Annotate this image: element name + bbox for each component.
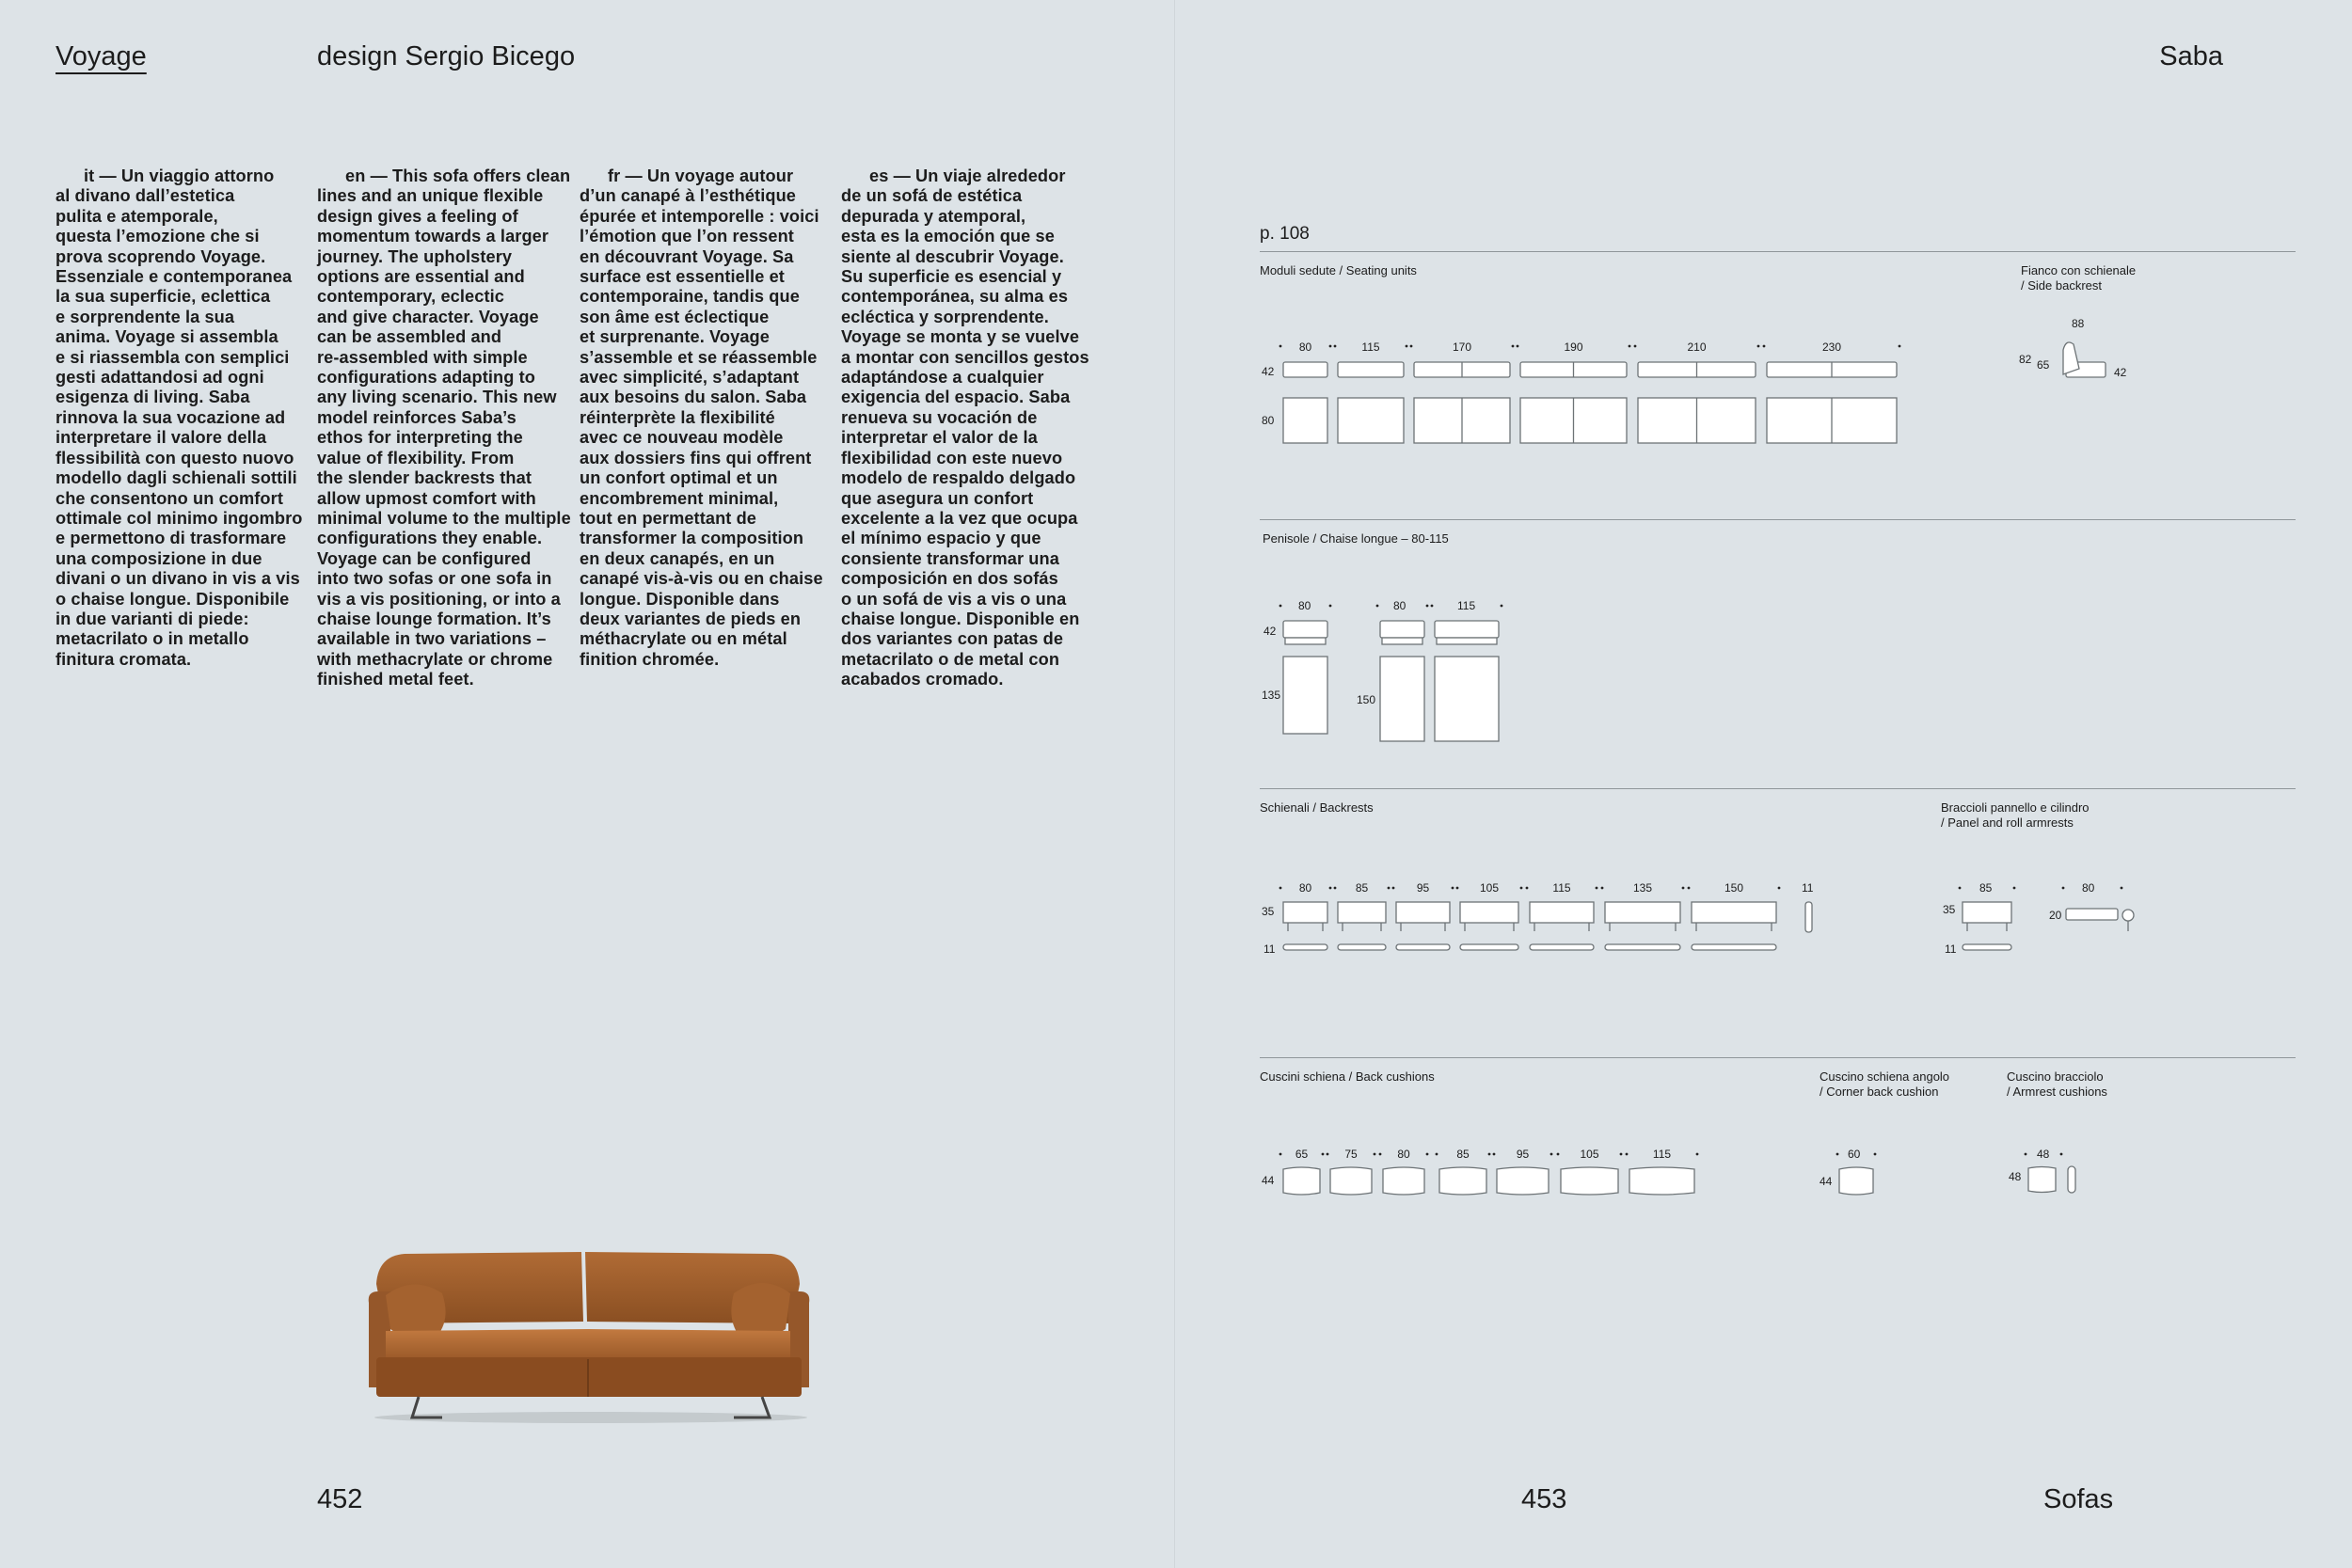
back-cushions-label: Cuscini schiena / Back cushions xyxy=(1260,1069,1435,1084)
seat-elevation xyxy=(1338,362,1404,377)
cushion-width-dim: 80 xyxy=(1397,1148,1410,1161)
seat-width-dim: 80 xyxy=(1298,341,1312,354)
chaise-elevation-115 xyxy=(1435,621,1499,638)
backrest-width-dim: 95 xyxy=(1416,881,1430,895)
side-h2-dim: 65 xyxy=(2037,358,2050,372)
dim-tick xyxy=(1279,605,1282,608)
seating-units-label: Moduli sedute / Seating units xyxy=(1260,263,1417,277)
dim-tick xyxy=(1757,345,1760,348)
armrest-cushion xyxy=(2028,1167,2056,1193)
armrest-cushion-label: Cuscino bracciolo / Armrest cushions xyxy=(2007,1069,2107,1099)
back-cushion xyxy=(1439,1167,1486,1195)
seat-width-dim: 190 xyxy=(1564,341,1583,354)
collection-name: Saba xyxy=(2159,41,2223,71)
dim-tick xyxy=(2121,887,2123,890)
dim-tick xyxy=(1329,345,1332,348)
chaise-width-a: 80 xyxy=(1298,599,1311,612)
dim-tick xyxy=(1526,887,1529,890)
cushion-width-dim: 85 xyxy=(1456,1148,1470,1161)
dim-tick xyxy=(1520,887,1523,890)
dim-tick xyxy=(1410,345,1413,348)
dim-tick xyxy=(1388,887,1391,890)
backrest-width-dim: 80 xyxy=(1298,881,1312,895)
backrest-height-dim: 35 xyxy=(1262,905,1275,918)
dim-tick xyxy=(1557,1153,1560,1156)
backrest-side-profile xyxy=(1805,902,1812,932)
dim-tick xyxy=(1688,887,1691,890)
corner-cushion-label: Cuscino schiena angolo / Corner back cushion xyxy=(1820,1069,1950,1099)
dim-tick xyxy=(1426,1153,1429,1156)
cushion-width-dim: 105 xyxy=(1580,1148,1599,1161)
armrest-panel-t: 11 xyxy=(1945,942,1957,956)
backrest-elevation xyxy=(1283,902,1327,923)
dim-tick xyxy=(1501,605,1503,608)
backrest-elevation xyxy=(1530,902,1594,923)
seat-width-dim: 170 xyxy=(1452,341,1472,354)
dim-tick xyxy=(1493,1153,1496,1156)
side-backrest-profile xyxy=(2063,342,2079,374)
backrest-elevation xyxy=(1460,902,1518,923)
dim-tick xyxy=(1836,1153,1839,1156)
corner-cushion xyxy=(1839,1167,1873,1195)
backrest-width-dim: 150 xyxy=(1724,881,1744,895)
back-cushion xyxy=(1629,1167,1694,1195)
side-h1-dim: 82 xyxy=(2019,353,2032,366)
page-number-left: 452 xyxy=(317,1484,363,1514)
armrest-roll-h: 20 xyxy=(2049,909,2062,922)
panel-armrest-plan xyxy=(1963,944,2011,950)
designer-credit: design Sergio Bicego xyxy=(317,41,576,71)
backrest-plan xyxy=(1605,944,1680,950)
dim-tick xyxy=(1456,887,1459,890)
cushion-width-dim: 115 xyxy=(1652,1148,1672,1161)
dim-tick xyxy=(2025,1153,2027,1156)
seat-elevation xyxy=(1283,362,1327,377)
cushion-width-dim: 95 xyxy=(1516,1148,1530,1161)
cushion-width-dim: 65 xyxy=(1295,1148,1309,1161)
backrest-plan xyxy=(1460,944,1518,950)
seating-depth-dim: 80 xyxy=(1262,414,1275,427)
page-reference: p. 108 xyxy=(1260,224,1310,244)
seat-plan xyxy=(1338,398,1404,443)
dim-tick xyxy=(1601,887,1604,890)
dim-tick xyxy=(1874,1153,1877,1156)
dim-tick xyxy=(1279,887,1282,890)
backrest-plan xyxy=(1396,944,1450,950)
dim-tick xyxy=(1620,1153,1623,1156)
dim-tick xyxy=(1517,345,1519,348)
backrest-side-dim: 11 xyxy=(1802,881,1814,895)
dim-tick xyxy=(1596,887,1598,890)
dim-tick xyxy=(1959,887,1962,890)
dim-tick xyxy=(1512,345,1515,348)
dim-tick xyxy=(1374,1153,1376,1156)
backrest-plan xyxy=(1692,944,1776,950)
dim-tick xyxy=(1682,887,1685,890)
side-backrest-label: Fianco con schienale / Side backrest xyxy=(2021,263,2137,293)
backrest-thickness-dim: 11 xyxy=(1263,942,1276,956)
back-cushion xyxy=(1497,1167,1549,1195)
backrest-elevation xyxy=(1396,902,1450,923)
dim-tick xyxy=(1696,1153,1699,1156)
backrest-elevation xyxy=(1692,902,1776,923)
cushion-width-dim: 75 xyxy=(1344,1148,1358,1161)
backrest-width-dim: 115 xyxy=(1552,881,1571,895)
seat-plan xyxy=(1283,398,1327,443)
dim-tick xyxy=(1279,1153,1282,1156)
side-width-dim: 88 xyxy=(2072,317,2085,330)
side-h3-dim: 42 xyxy=(2114,366,2127,379)
chaise-width-c: 115 xyxy=(1457,599,1476,612)
arm-cushion-h: 48 xyxy=(2009,1170,2022,1183)
text-column-it: it — Un viaggio attorno al divano dall’estetica pulita e atemporale, questa l’emozione che si prova scoprendo Voyage. Essenziale e contemporanea la sua superficie, eclettica e sorprendente la sua anima. Voyage si assembla e si riassembla con semplici gesti adattandosi ad ogni esigenza di living. Saba rinnova la sua vocazione ad interpretare il valore della flessibilità con questo nuovo modello dagli schienali sottili che consentono un comfort ottimale col minimo ingombro e permettono di trasformare una composizione in due divani o un divano in vis a vis o chaise longue. Disponibile in due varianti di piede: metacrilato o in metallo finitura cromata. xyxy=(56,166,303,669)
armrest-roll-w: 80 xyxy=(2082,881,2095,895)
dim-tick xyxy=(1626,1153,1629,1156)
dim-tick xyxy=(1488,1153,1491,1156)
back-cushion xyxy=(1383,1167,1424,1195)
dim-tick xyxy=(1392,887,1395,890)
chaise-plan-115 xyxy=(1435,657,1499,741)
chaise-elevation-base xyxy=(1382,638,1422,644)
dim-tick xyxy=(2013,887,2016,890)
chaise-elevation-base xyxy=(1437,638,1497,644)
panel-armrest xyxy=(1963,902,2011,923)
dim-tick xyxy=(1629,345,1631,348)
dim-tick xyxy=(1376,605,1379,608)
dim-tick xyxy=(1334,887,1337,890)
dim-tick xyxy=(1426,605,1429,608)
chaise-depth-a: 135 xyxy=(1262,689,1281,702)
dim-tick xyxy=(1899,345,1901,348)
text-column-en: en — This sofa offers clean lines and an unique flexible design gives a feeling of momentum towards a larger journey. The upholstery options are essential and contemporary, eclectic and give character. Voyage can be assembled and re-assembled with simple configurations adapting to any living scenario. This new model reinforces Saba’s ethos for interpreting the value of flexibility. From the slender backrests that allow upmost comfort with minimal volume to the multiple configurations they enable. Voyage can be configured into two sofas or one sofa in vis a vis positioning, or into a chaise lounge formation. It’s available in two variations – with methacrylate or chrome finished metal feet. xyxy=(317,166,571,689)
chaise-height-dim: 42 xyxy=(1263,625,1277,638)
backrests-label: Schienali / Backrests xyxy=(1260,800,1374,815)
roll-armrest xyxy=(2066,909,2118,920)
dim-tick xyxy=(1436,1153,1438,1156)
armrest-cushion-profile xyxy=(2068,1166,2075,1193)
dim-tick xyxy=(1329,887,1332,890)
dim-tick xyxy=(1327,1153,1329,1156)
dim-tick xyxy=(2060,1153,2063,1156)
dim-tick xyxy=(1634,345,1637,348)
corner-cushion-w: 60 xyxy=(1848,1148,1861,1161)
chaise-plan-80b xyxy=(1380,657,1424,741)
dim-tick xyxy=(1334,345,1337,348)
section-name: Sofas xyxy=(2043,1484,2114,1514)
page-number-right: 453 xyxy=(1521,1484,1567,1514)
back-cushion xyxy=(1283,1167,1320,1195)
roll-armrest-section xyxy=(2122,910,2134,921)
chaise-elevation-80b xyxy=(1380,621,1424,638)
dim-tick xyxy=(2062,887,2065,890)
seat-width-dim: 115 xyxy=(1361,341,1380,354)
backrest-width-dim: 85 xyxy=(1355,881,1369,895)
dim-tick xyxy=(1778,887,1781,890)
chaise-plan-80 xyxy=(1283,657,1327,734)
backrest-plan xyxy=(1338,944,1386,950)
backrest-elevation xyxy=(1605,902,1680,923)
dim-tick xyxy=(1431,605,1434,608)
seat-width-dim: 230 xyxy=(1821,341,1842,354)
armrest-panel-w: 85 xyxy=(1979,881,1993,895)
dim-tick xyxy=(1550,1153,1553,1156)
cushion-height-dim: 44 xyxy=(1262,1174,1275,1187)
backrest-plan xyxy=(1283,944,1327,950)
arm-cushion-w: 48 xyxy=(2037,1148,2050,1161)
backrest-width-dim: 105 xyxy=(1479,881,1500,895)
text-column-es: es — Un viaje alrededor de un sofá de estética depurada y atemporal, esta es la emoción que se siente al descubrir Voyage. Su superficie es esencial y contemporánea, su alma es ecléctica y sorprendente. Voyage se monta y se vuelve a montar con sencillos gestos adaptándose a cualquier exigencia del espacio. Saba renueva su vocación de interpretar el valor de la flexibilidad con este nuevo modelo de respaldo delgado que asegura un confort excelente a la vez que ocupa el mínimo espacio y que consiente transformar una composición en dos sofás o un sofá de vis a vis o una chaise longue. Disponible en dos variantes con patas de metacrilato o de metal con acabados cromado. xyxy=(841,166,1089,689)
dim-tick xyxy=(1329,605,1332,608)
armrest-panel-h: 35 xyxy=(1943,903,1956,916)
text-column-fr: fr — Un voyage autour d’un canapé à l’esthétique épurée et intemporelle : voici l’émotion que l’on ressent en découvrant Voyage. Sa surface est essentielle et contemporaine, tandis que son âme est éclectique et surprenante. Voyage s’assemble et se réassemble avec simplicité, s’adaptant aux besoins du salon. Saba réinterprète la flexibilité avec ce nouveau modèle aux dossiers fins qui offrent un confort optimal et un encombrement minimal, tout en permettant de transformer la composition en deux canapés, en un canapé vis-à-vis ou en chaise longue. Disponible dans deux variantes de pieds en méthacrylate ou en métal finition chromée. xyxy=(580,166,823,669)
armrests-label: Braccioli pannello e cilindro / Panel and roll armrests xyxy=(1941,800,2090,830)
dim-tick xyxy=(1379,1153,1382,1156)
back-cushion xyxy=(1561,1167,1618,1195)
backrest-width-dim: 135 xyxy=(1632,881,1653,895)
chaise-depth-b: 150 xyxy=(1357,693,1376,706)
dim-tick xyxy=(1452,887,1454,890)
seat-width-dim: 210 xyxy=(1687,341,1707,354)
chaise-width-b: 80 xyxy=(1393,599,1406,612)
dim-tick xyxy=(1763,345,1766,348)
seating-height-dim: 42 xyxy=(1262,365,1275,378)
dim-tick xyxy=(1322,1153,1325,1156)
backrest-plan xyxy=(1530,944,1594,950)
chaise-elevation-80 xyxy=(1283,621,1327,638)
back-cushion xyxy=(1330,1167,1372,1195)
dim-tick xyxy=(1279,345,1282,348)
brand-title: Voyage xyxy=(56,41,147,71)
chaise-longue-label: Penisole / Chaise longue – 80-115 xyxy=(1263,531,1449,546)
chaise-elevation-base xyxy=(1285,638,1326,644)
corner-cushion-h: 44 xyxy=(1820,1175,1833,1188)
dim-tick xyxy=(1406,345,1408,348)
backrest-elevation xyxy=(1338,902,1386,923)
